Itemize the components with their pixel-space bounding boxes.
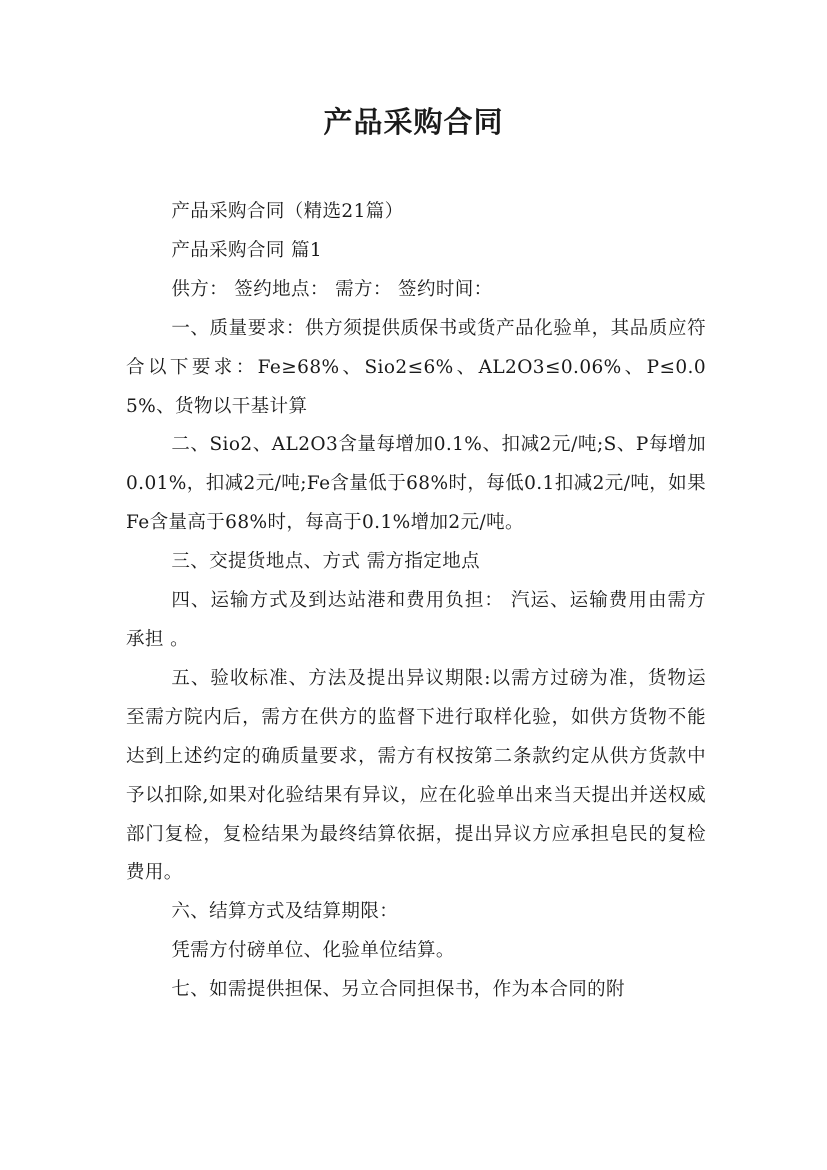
paragraph-clause-1-quality: 一、质量要求：供方须提供质保书或货产品化验单，其品质应符合以下要求：Fe≥68%、Sio2≤6%、AL2O3≤0.06%、P≤0.05%、货物以干基计算 <box>126 317 706 417</box>
document-body <box>126 193 706 1010</box>
paragraph-clause-6-settlement: 六、结算方式及结算期限： <box>171 901 399 923</box>
document-title: 产品采购合同 <box>323 105 504 139</box>
paragraph-clause-5-acceptance: 五、验收标准、方法及提出异议期限:以需方过磅为准，货物运至需方院内后，需方在供方的监督下进行取样化验，如供方货物不能达到上述约定的确质量要求，需方有权按第二条款约定从供方货款中予以扣除,如果对化验结果有异议，应在化验单出来当天提出并送权威部门复检，复检结果为最终结算依据，提出异议方应承担皂民的复检费用。 <box>126 667 706 884</box>
paragraph-parties: 供方： 签约地点： 需方： 签约时间： <box>171 278 493 300</box>
paragraph-settlement-detail: 凭需方付磅单位、化验单位结算。 <box>171 940 455 962</box>
paragraph-clause-4-transport: 四、运输方式及到达站港和费用负担： 汽运、运输费用由需方承担 。 <box>126 590 706 650</box>
paragraph-subtitle: 产品采购合同（精选21篇） <box>171 201 404 222</box>
paragraph-section-heading: 产品采购合同 篇1 <box>171 239 323 261</box>
paragraph-clause-7-guarantee: 七、如需提供担保、另立合同担保书，作为本合同的附 <box>171 979 625 1001</box>
paragraph-clause-2-deduction: 二、Sio2、AL2O3含量每增加0.1%、扣减2元/吨;S、P每增加0.01%，扣减2元/吨;Fe含量低于68%时，每低0.1扣减2元/吨，如果Fe含量高于68%时，每高于0.1%增加2元/吨。 <box>126 434 706 534</box>
paragraph-clause-3-delivery: 三、交提货地点、方式 需方指定地点 <box>171 551 480 573</box>
